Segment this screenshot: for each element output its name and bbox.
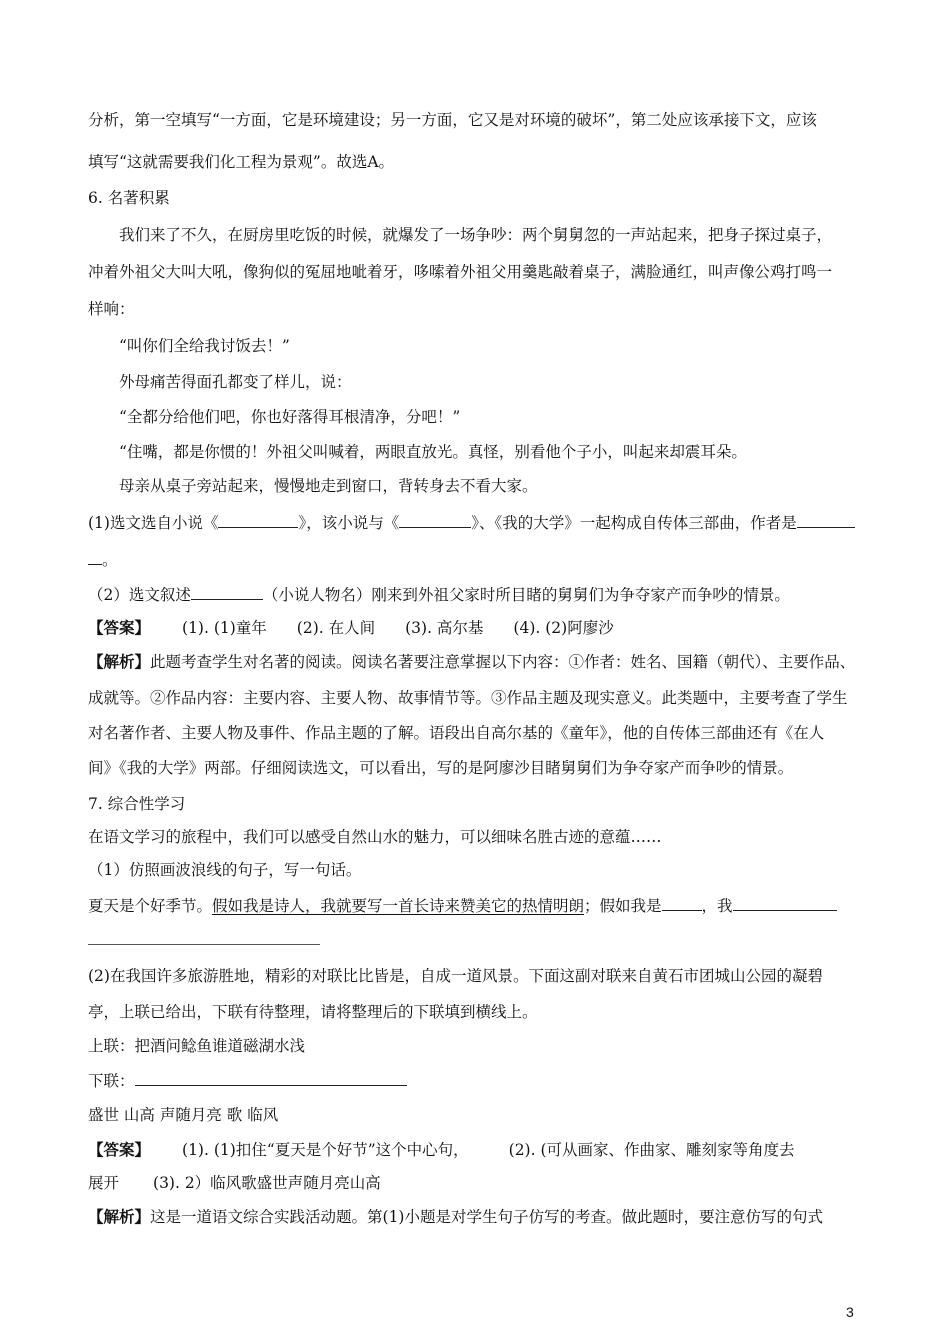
text-line: 在语文学习的旅程中，我们可以感受自然山水的魅力，可以细味名胜古迹的意蕴…… bbox=[88, 828, 662, 846]
analysis-line bbox=[88, 1207, 823, 1227]
text: (1). (1)童年 bbox=[182, 619, 267, 637]
text: （2）选文叙述 bbox=[88, 586, 191, 604]
text: 展开 bbox=[88, 1174, 120, 1192]
analysis-label: 【解析】 bbox=[88, 652, 151, 671]
answer-label: 【答案】 bbox=[88, 1140, 151, 1159]
text: (2). (可从画家、作曲家、雕刻家等角度去 bbox=[508, 1141, 795, 1159]
text-line: 填写“这就需要我们化工程为景观”。故选A。 bbox=[88, 153, 395, 171]
text-line: 分析，第一空填写“一方面，它是环境建设；另一方面，它又是对环境的破坏”，第二处应该承接下文，应该 bbox=[88, 111, 817, 129]
text-line: 上联：把酒问鲶鱼谁道磁湖水浅 bbox=[88, 1037, 306, 1055]
text: 此题考查学生对名著的阅读。阅读名著要注意掌握以下内容：①作者：姓名、国籍（朝代）、主要作品、 bbox=[150, 653, 856, 671]
answer-blank[interactable] bbox=[797, 512, 855, 528]
text: 这是一道语文综合实践活动题。第(1)小题是对学生句子仿写的考查。做此题时，要注意仿写的句式 bbox=[150, 1208, 823, 1226]
text-line: 我们来了不久，在厨房里吃饭的时候，就爆发了一场争吵：两个舅舅忽的一声站起来，把身子探过桌子， bbox=[119, 226, 833, 244]
text-line: 成就等。②作品内容：主要内容、主要人物、故事情节等。③作品主题及现实意义。此类题中，主要考查了学生 bbox=[88, 689, 848, 707]
section-heading: 7. 综合性学习 bbox=[88, 795, 186, 813]
answer-label: 【答案】 bbox=[88, 618, 151, 637]
text: 夏天是个好季节。 bbox=[88, 897, 213, 915]
answer-line-rule[interactable] bbox=[88, 944, 320, 945]
answer-blank[interactable] bbox=[135, 1070, 407, 1086]
text: (1). (1)扣住“夏天是个好节”这个中心句， bbox=[182, 1141, 469, 1159]
answer-blank[interactable] bbox=[399, 512, 471, 528]
text-line: 盛世 山高 声随月亮 歌 临风 bbox=[88, 1106, 279, 1124]
text: (3). 2）临风歌盛世声随月亮山高 bbox=[153, 1174, 381, 1192]
text: ；假如我是 bbox=[584, 897, 662, 915]
text: (1)选文选自小说《 bbox=[88, 514, 219, 532]
text: 下联： bbox=[88, 1072, 135, 1090]
text-line: (2)在我国许多旅游胜地，精彩的对联比比皆是，自成一道风景。下面这副对联来自黄石市团城山公园的凝碧 bbox=[88, 967, 823, 985]
answer-line bbox=[88, 1140, 795, 1160]
answer-blank[interactable] bbox=[662, 895, 702, 911]
text-line: 亭，上联已给出，下联有待整理，请将整理后的下联填到横线上。 bbox=[88, 1003, 538, 1021]
question-line bbox=[88, 584, 790, 605]
text: （小说人物名）刚来到外祖父家时所目睹的舅舅们为争夺家产而争吵的情景。 bbox=[262, 586, 790, 604]
text-line: 样响： bbox=[88, 300, 135, 318]
text-line: （1）仿照画波浪线的句子，写一句话。 bbox=[88, 861, 362, 879]
text-line: “全都分给他们吧，你也好落得耳根清净，分吧！” bbox=[119, 408, 461, 426]
section-heading: 6. 名著积累 bbox=[88, 189, 170, 207]
answer-blank[interactable] bbox=[88, 549, 102, 565]
question-line bbox=[88, 895, 837, 916]
answer-blank[interactable] bbox=[218, 512, 298, 528]
page-number: 3 bbox=[846, 1304, 854, 1320]
text: (2). 在人间 bbox=[296, 619, 376, 637]
text: 。 bbox=[102, 551, 118, 569]
question-line bbox=[88, 549, 118, 570]
analysis-label: 【解析】 bbox=[88, 1207, 151, 1226]
text-line: 间》《我的大学》两部。仔细阅读选文，可以看出，写的是阿廖沙目睹舅舅们为争夺家产而争吵的情景。 bbox=[88, 759, 794, 777]
analysis-line bbox=[88, 652, 855, 672]
answer-blank[interactable] bbox=[733, 895, 837, 911]
answer-line bbox=[88, 1173, 381, 1193]
text: (3). 高尔基 bbox=[405, 619, 484, 637]
text: ，我 bbox=[701, 897, 733, 915]
text-line: “叫你们全给我讨饭去！” bbox=[119, 337, 290, 355]
question-line bbox=[88, 1070, 407, 1091]
text: 》、《我的大学》一起构成自传体三部曲，作者是 bbox=[471, 514, 797, 532]
text-line: 对名著作者、主要人物及事件、作品主题的了解。语段出自高尔基的《童年》，他的自传体三部曲还有《在人 bbox=[88, 724, 825, 742]
answer-blank[interactable] bbox=[191, 584, 263, 600]
text-line: “住嘴，都是你惯的！外祖父叫喊着，两眼直放光。真怪，别看他个子小，叫起来却震耳朵。 bbox=[119, 443, 747, 461]
text: 》，该小说与《 bbox=[298, 514, 400, 532]
question-line bbox=[88, 512, 855, 533]
text-line: 母亲从桌子旁站起来，慢慢地走到窗口，背转身去不看大家。 bbox=[119, 477, 538, 495]
answer-line bbox=[88, 618, 614, 638]
text-line: 外母痛苦得面孔都变了样儿，说： bbox=[119, 373, 352, 391]
wavy-underlined-sentence: 假如我是诗人，我就要写一首长诗来赞美它的热情明朗 bbox=[212, 897, 585, 915]
text-line: 冲着外祖父大叫大吼，像狗似的冤屈地呲着牙，哆嗦着外祖父用羹匙敲着桌子，满脸通红，叫声像公鸡打鸣一 bbox=[88, 263, 833, 281]
text: (4). (2)阿廖沙 bbox=[513, 619, 614, 637]
